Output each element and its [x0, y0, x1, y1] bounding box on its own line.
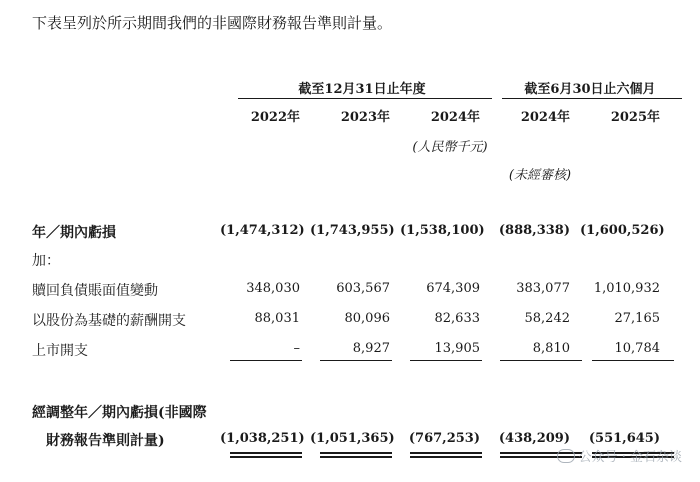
row-label-add: 加： — [32, 253, 60, 269]
unit-label: (人民幣千元) — [412, 140, 488, 155]
row-share-comp-2024-interim: 58,242 — [524, 311, 570, 326]
row-listing-2025-interim: 10,784 — [614, 341, 660, 356]
year-header-2024-interim: 2024年 — [520, 110, 570, 125]
total-2024-interim: (438,209) — [498, 431, 570, 446]
row-loss-2024-interim: (888,338) — [498, 223, 570, 238]
subtotal-rule-2024 — [410, 360, 482, 361]
subtotal-rule-2023 — [320, 360, 392, 361]
total-2024: (767,253) — [408, 431, 480, 446]
row-share-comp-2022: 88,031 — [254, 311, 300, 326]
year-header-2025-interim: 2025年 — [610, 110, 660, 125]
total-double-rule-2024 — [410, 452, 482, 458]
row-redemption-2023: 603,567 — [336, 281, 390, 296]
total-double-rule-2022 — [230, 452, 302, 458]
row-label-redemption: 贖回負債賬面值變動 — [32, 283, 158, 299]
watermark — [557, 446, 682, 465]
row-share-comp-2023: 80,096 — [344, 311, 390, 326]
year-header-2022: 2022年 — [250, 110, 300, 125]
unaudited-label: (未經審核) — [508, 168, 572, 183]
year-header-2024: 2024年 — [430, 110, 480, 125]
row-share-comp-2024: 82,633 — [434, 311, 480, 326]
row-label-share-comp: 以股份為基礎的薪酬開支 — [32, 313, 186, 329]
total-label-line1: 經調整年／期內虧損(非國際 — [32, 405, 207, 421]
row-loss-2024: (1,538,100) — [400, 223, 485, 238]
row-loss-2023: (1,743,955) — [310, 223, 395, 238]
row-listing-2024-interim: 8,810 — [532, 341, 570, 356]
subtotal-rule-2025-interim — [592, 360, 674, 361]
group-underline-interim — [502, 98, 682, 99]
row-listing-2022: – — [293, 341, 300, 356]
row-redemption-2022: 348,030 — [246, 281, 300, 296]
row-redemption-2024: 674,309 — [426, 281, 480, 296]
group-header-interim: 截至6月30日止六個月 — [524, 82, 656, 97]
total-label-line2: 財務報告準則計量) — [46, 433, 165, 449]
row-listing-2024: 13,905 — [434, 341, 480, 356]
year-header-2023: 2023年 — [340, 110, 390, 125]
total-2022: (1,038,251) — [220, 431, 305, 446]
row-loss-2022: (1,474,312) — [220, 223, 305, 238]
total-double-rule-2023 — [320, 452, 392, 458]
subtotal-rule-2024-interim — [500, 360, 582, 361]
row-loss-2025-interim: (1,600,526) — [580, 223, 665, 238]
watermark-text: 公众号 · 金石杂谈 — [578, 450, 682, 465]
row-redemption-2025-interim: 1,010,932 — [593, 281, 660, 296]
row-label-listing: 上市開支 — [32, 343, 88, 359]
row-share-comp-2025-interim: 27,165 — [614, 311, 660, 326]
row-listing-2023: 8,927 — [352, 341, 390, 356]
wechat-icon — [557, 449, 575, 463]
intro-text: 下表呈列於所示期間我們的非國際財務報告準則計量。 — [32, 14, 393, 32]
group-underline-annual — [238, 98, 492, 99]
total-2025-interim: (551,645) — [588, 431, 660, 446]
row-label-loss: 年／期內虧損 — [32, 225, 116, 241]
row-redemption-2024-interim: 383,077 — [516, 281, 570, 296]
group-header-annual: 截至12月31日止年度 — [298, 82, 426, 97]
total-2023: (1,051,365) — [310, 431, 395, 446]
subtotal-rule-2022 — [230, 360, 302, 361]
